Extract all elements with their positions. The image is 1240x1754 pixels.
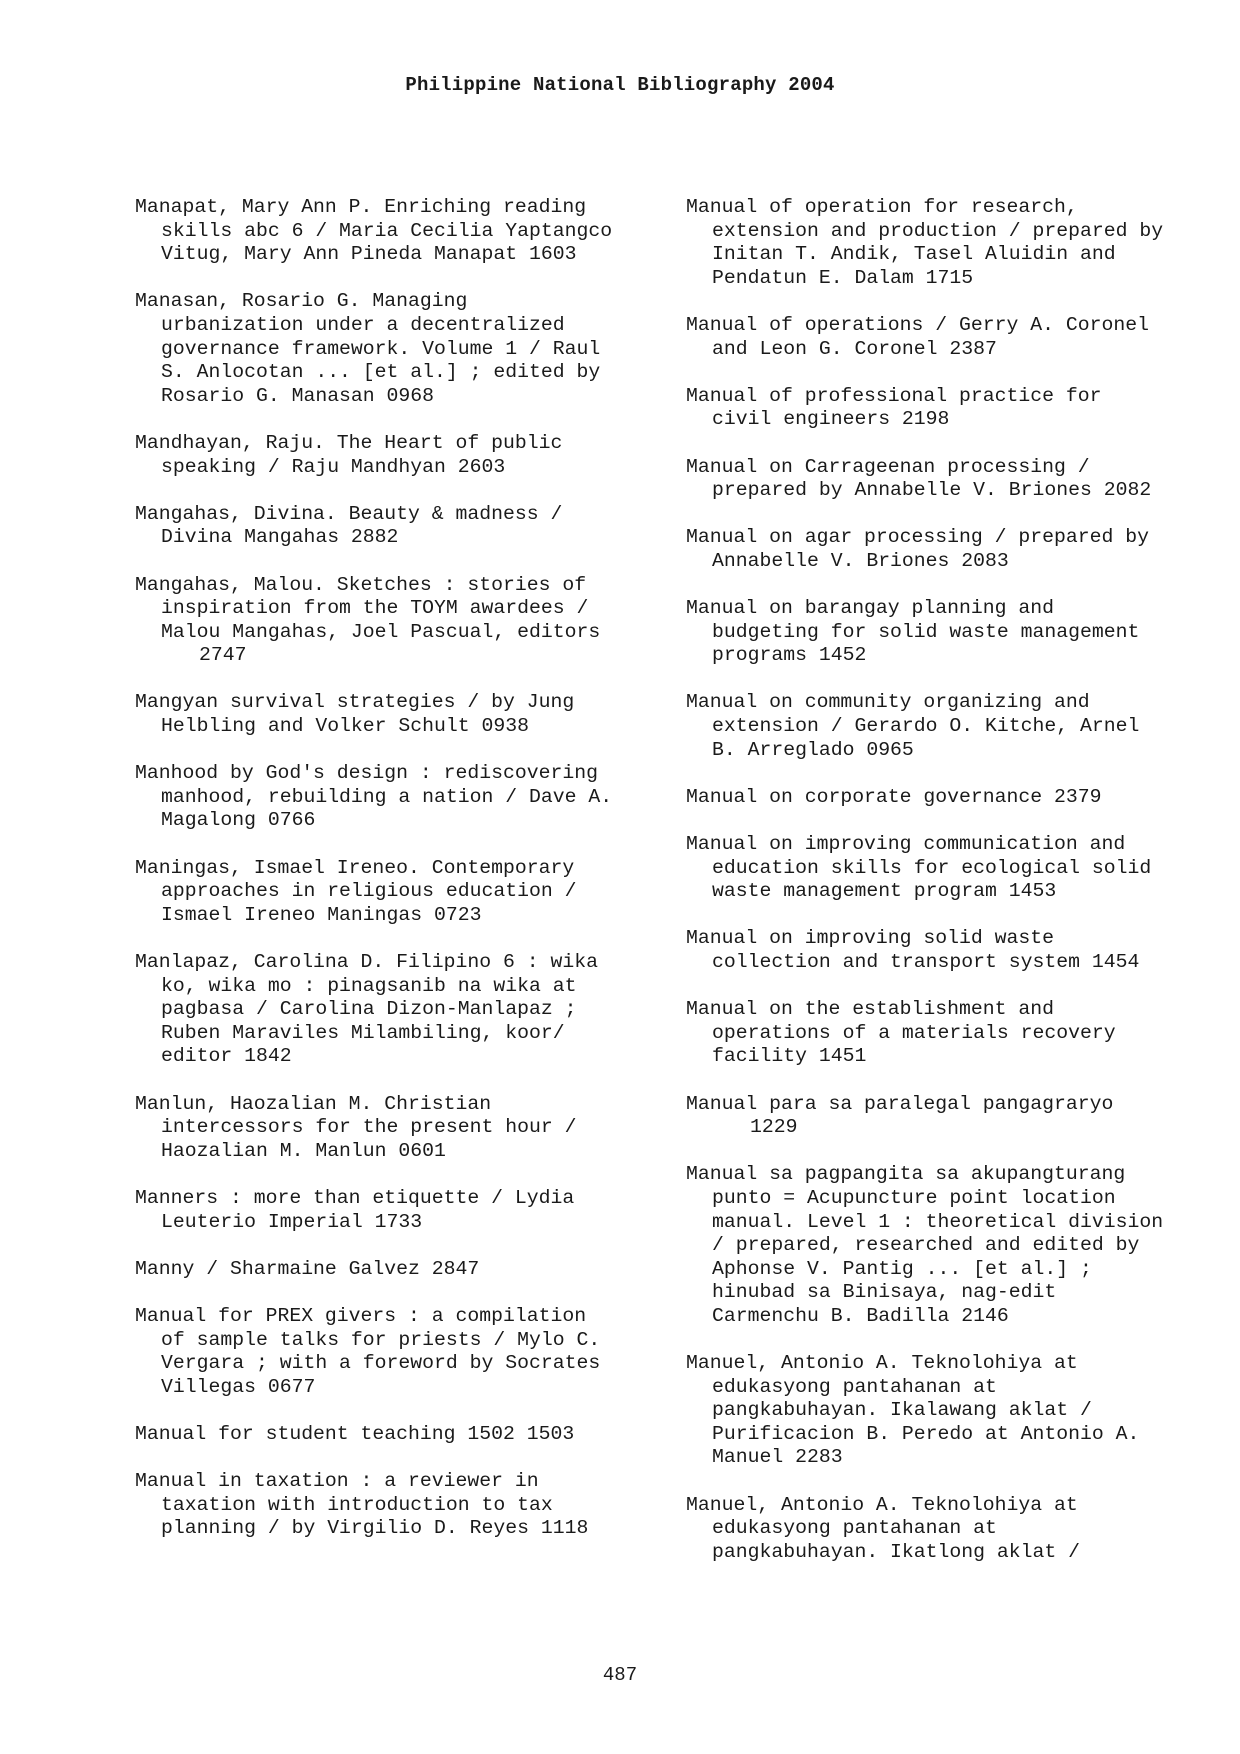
entry-line: ko, wika mo : pinagsanib na wika at — [161, 974, 577, 997]
entry-line: B. Arreglado 0965 — [712, 738, 914, 761]
bibliography-entry — [686, 833, 1206, 904]
entry-line: 1229 — [750, 1116, 798, 1139]
entry-line: Manners : more than etiquette / Lydia — [135, 1186, 575, 1209]
entry-line: Manual of operation for research, — [686, 196, 1078, 218]
entry-line: and Leon G. Coronel 2387 — [712, 337, 997, 360]
entry-line: S. Anlocotan ... [et al.] ; edited by — [161, 361, 601, 384]
entry-line: Manual on Carrageenan processing / — [686, 455, 1090, 478]
entry-line: planning / by Virgilio D. Reyes 1118 — [161, 1517, 589, 1540]
entry-line: collection and transport system 1454 — [712, 951, 1140, 973]
entry-line: Manual on improving communication and — [686, 833, 1126, 856]
entry-line: Maningas, Ismael Ireneo. Contemporary — [135, 856, 575, 879]
entry-line: Carmenchu B. Badilla 2146 — [712, 1304, 1009, 1327]
entry-line: Vergara ; with a foreword by Socrates — [161, 1352, 601, 1375]
entry-line: hinubad sa Binisaya, nag-edit — [712, 1281, 1057, 1304]
entry-line: education skills for ecological solid — [712, 856, 1152, 879]
entry-line: Malou Mangahas, Joel Pascual, editors — [161, 620, 601, 643]
entry-line: Manuel 2283 — [712, 1446, 843, 1469]
bibliography-entry — [686, 314, 1206, 361]
entry-line: Mandhayan, Raju. The Heart of public — [135, 431, 563, 454]
entry-line: Magalong 0766 — [161, 809, 316, 832]
bibliography-entry — [135, 691, 655, 738]
entry-line: Pendatun E. Dalam 1715 — [712, 266, 974, 289]
entry-line: pangkabuhayan. Ikalawang aklat / — [712, 1399, 1092, 1422]
bibliography-entry — [686, 597, 1206, 668]
bibliography-entry — [135, 196, 655, 267]
entry-line: intercessors for the present hour / — [161, 1116, 577, 1139]
bibliography-entry — [686, 998, 1206, 1069]
entry-line: inspiration from the TOYM awardees / — [161, 597, 589, 620]
bibliography-entry — [686, 1494, 1206, 1565]
bibliography-entry — [135, 503, 655, 550]
entry-line: prepared by Annabelle V. Briones 2082 — [712, 479, 1152, 502]
bibliography-entry — [135, 574, 655, 668]
entry-line: Mangyan survival strategies / by Jung — [135, 691, 575, 714]
left-column — [135, 196, 655, 1564]
entry-line: Manasan, Rosario G. Managing — [135, 290, 468, 313]
entry-line: urbanization under a decentralized — [161, 313, 565, 336]
bibliography-entry — [135, 290, 655, 408]
entry-line: Manhood by God's design : rediscovering — [135, 762, 598, 785]
entry-line: Annabelle V. Briones 2083 — [712, 549, 1009, 572]
entry-line: programs 1452 — [712, 644, 867, 667]
entry-line: Manual on barangay planning and — [686, 597, 1054, 620]
entry-line: Manapat, Mary Ann P. Enriching reading — [135, 196, 587, 218]
entry-line: Purificacion B. Peredo at Antonio A. — [712, 1422, 1140, 1445]
entry-line: speaking / Raju Mandhyan 2603 — [161, 455, 506, 478]
bibliography-entry — [135, 1258, 655, 1282]
entry-line: extension and production / prepared by — [712, 219, 1164, 242]
entry-line: Manny / Sharmaine Galvez 2847 — [135, 1257, 480, 1280]
bibliography-entry — [686, 691, 1206, 762]
bibliography-entry — [686, 927, 1206, 974]
entry-line: punto = Acupuncture point location — [712, 1186, 1116, 1209]
entry-line: Villegas 0677 — [161, 1375, 316, 1398]
bibliography-entry — [686, 196, 1206, 290]
entry-line: taxation with introduction to tax — [161, 1493, 553, 1516]
entry-line: pagbasa / Carolina Dizon-Manlapaz ; — [161, 998, 577, 1021]
entry-line: Manlun, Haozalian M. Christian — [135, 1092, 492, 1115]
entry-line: Manual for student teaching 1502 1503 — [135, 1422, 575, 1445]
entry-line: Manual sa pagpangita sa akupangturang — [686, 1163, 1126, 1186]
entry-line: Mangahas, Malou. Sketches : stories of — [135, 573, 587, 596]
entry-line: 2747 — [199, 644, 247, 667]
bibliography-entry — [686, 385, 1206, 432]
entry-line: Helbling and Volker Schult 0938 — [161, 715, 529, 738]
bibliography-entry — [686, 526, 1206, 573]
entry-line: Mangahas, Divina. Beauty & madness / — [135, 502, 563, 525]
entry-line: civil engineers 2198 — [712, 408, 950, 431]
bibliography-entry — [135, 1305, 655, 1399]
entry-line: Initan T. Andik, Tasel Aluidin and — [712, 243, 1116, 266]
entry-line: facility 1451 — [712, 1045, 867, 1068]
entry-line: Manual of professional practice for — [686, 384, 1102, 407]
right-column — [686, 196, 1206, 1588]
bibliography-entry — [135, 1423, 655, 1447]
bibliography-entry — [135, 1470, 655, 1541]
entry-line: manhood, rebuilding a nation / Dave A. — [161, 785, 613, 808]
entry-line: Manual on improving solid waste — [686, 927, 1054, 950]
bibliography-entry — [135, 1093, 655, 1164]
entry-line: governance framework. Volume 1 / Raul — [161, 337, 601, 360]
entry-line: Manual on community organizing and — [686, 691, 1090, 714]
bibliography-entry — [135, 432, 655, 479]
entry-line: Manuel, Antonio A. Teknolohiya at — [686, 1493, 1078, 1516]
entry-line: manual. Level 1 : theoretical division — [712, 1210, 1164, 1233]
entry-line: Manual on the establishment and — [686, 998, 1054, 1021]
entry-line: budgeting for solid waste management — [712, 620, 1140, 643]
entry-line: / prepared, researched and edited by — [712, 1234, 1140, 1257]
entry-line: Vitug, Mary Ann Pineda Manapat 1603 — [161, 243, 577, 266]
entry-line: Divina Mangahas 2882 — [161, 526, 399, 549]
entry-line: waste management program 1453 — [712, 880, 1057, 903]
entry-line: Manual for PREX givers : a compilation — [135, 1304, 587, 1327]
entry-line: pangkabuhayan. Ikatlong aklat / — [712, 1540, 1080, 1563]
entry-line: Aphonse V. Pantig ... [et al.] ; — [712, 1257, 1092, 1280]
entry-line: Manual para sa paralegal pangagraryo — [686, 1092, 1114, 1115]
entry-line: Manual of operations / Gerry A. Coronel — [686, 313, 1149, 336]
entry-line: Ruben Maraviles Milambiling, koor/ — [161, 1021, 565, 1044]
entry-line: operations of a materials recovery — [712, 1021, 1116, 1044]
entry-line: edukasyong pantahanan at — [712, 1517, 997, 1540]
bibliography-entry — [686, 1352, 1206, 1470]
entry-line: Manuel, Antonio A. Teknolohiya at — [686, 1352, 1078, 1375]
entry-line: Haozalian M. Manlun 0601 — [161, 1139, 446, 1162]
bibliography-entry — [135, 762, 655, 833]
entry-line: Rosario G. Manasan 0968 — [161, 384, 435, 407]
bibliography-entry — [686, 456, 1206, 503]
entry-line: edukasyong pantahanan at — [712, 1375, 997, 1398]
bibliography-entry — [686, 1093, 1206, 1140]
entry-line: skills abc 6 / Maria Cecilia Yaptangco — [161, 219, 613, 242]
entry-line: Manual in taxation : a reviewer in — [135, 1470, 539, 1493]
entry-line: editor 1842 — [161, 1045, 292, 1068]
entry-line: Manual on agar processing / prepared by — [686, 526, 1149, 549]
entry-line: Manlapaz, Carolina D. Filipino 6 : wika — [135, 951, 598, 973]
entry-line: Manual on corporate governance 2379 — [686, 785, 1102, 808]
page-number: 487 — [602, 1664, 638, 1686]
page-title: Philippine National Bibliography 2004 — [405, 74, 835, 96]
bibliography-entry — [135, 951, 655, 1069]
entry-line: Ismael Ireneo Maningas 0723 — [161, 903, 482, 926]
entry-line: Leuterio Imperial 1733 — [161, 1210, 423, 1233]
bibliography-entry — [686, 786, 1206, 810]
bibliography-entry — [135, 857, 655, 928]
bibliography-entry — [686, 1163, 1206, 1328]
bibliography-entry — [135, 1187, 655, 1234]
entry-line: extension / Gerardo O. Kitche, Arnel — [712, 715, 1140, 738]
entry-line: approaches in religious education / — [161, 880, 577, 903]
entry-line: of sample talks for priests / Mylo C. — [161, 1328, 601, 1351]
